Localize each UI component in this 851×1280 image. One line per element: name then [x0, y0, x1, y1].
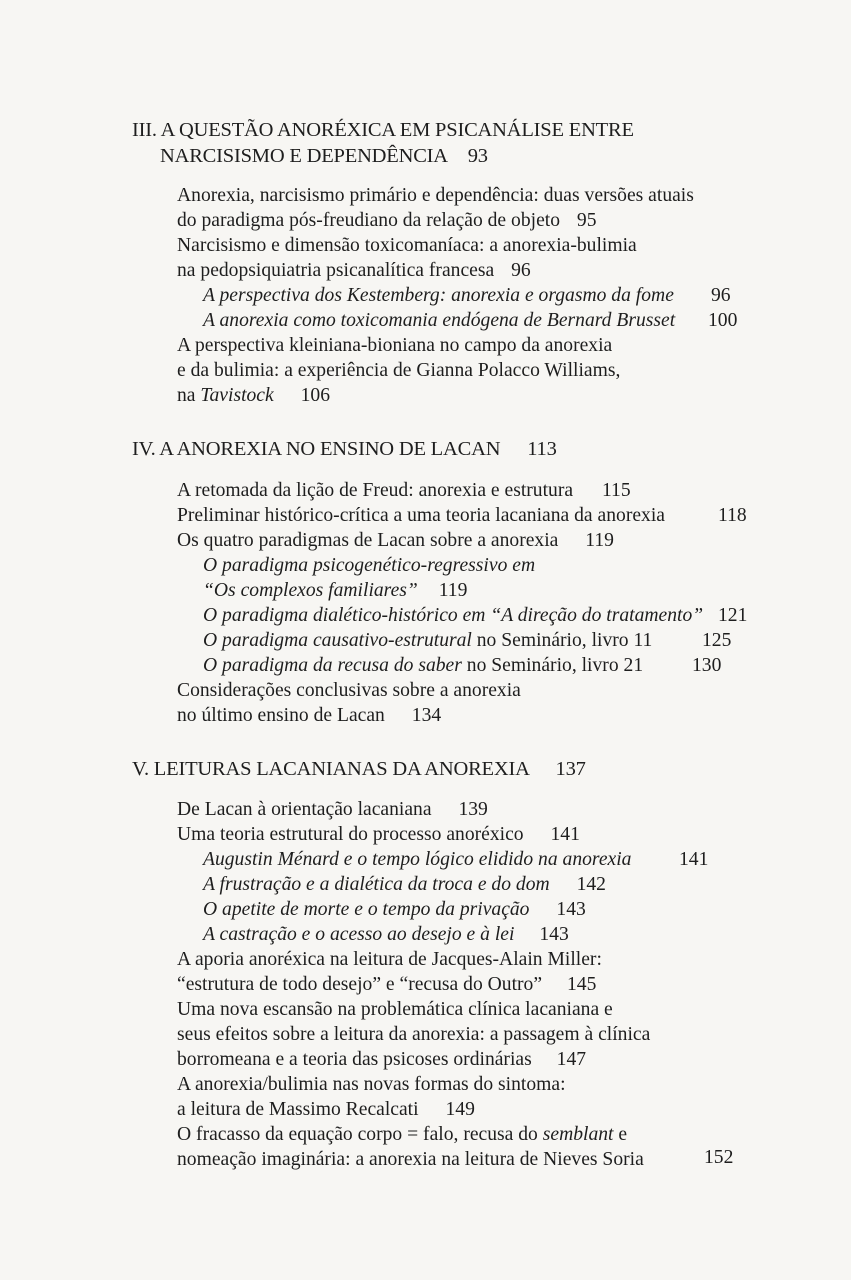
toc-subentry: A perspectiva dos Kestemberg: anorexia e orgasmo da fome [203, 285, 674, 306]
toc-entry: Considerações conclusivas sobre a anorexia [177, 680, 521, 701]
toc-entry: A perspectiva kleiniana-bioniana no campo da anorexia [177, 335, 613, 356]
toc-subentry: O paradigma da recusa do saber no Seminário, livro 21 [203, 655, 644, 676]
toc-entry-continued: borromeana e a teoria das psicoses ordinárias 147 [177, 1049, 587, 1070]
chapter-title: IV. A ANOREXIA NO ENSINO DE LACAN 113 [132, 438, 557, 460]
toc-subentry: O paradigma causativo-estrutural no Seminário, livro 11 [203, 630, 653, 651]
page-number: 141 [550, 824, 580, 845]
page-number: 125 [702, 630, 732, 651]
toc-entry: Uma nova escansão na problemática clínica lacaniana e [177, 999, 613, 1020]
page-number: 143 [556, 899, 586, 920]
page-number: 149 [445, 1099, 475, 1120]
page-number: 147 [556, 1049, 587, 1070]
page-number: 93 [467, 145, 488, 167]
page-number: 134 [411, 705, 442, 726]
toc-entry: Uma teoria estrutural do processo anoréxico 141 [177, 824, 580, 845]
toc-entry-continued: na Tavistock 106 [177, 385, 330, 406]
page-number: 96 [511, 260, 531, 281]
toc-subentry: Augustin Ménard e o tempo lógico elidido na anorexia [203, 849, 632, 870]
page-number: 106 [300, 385, 330, 406]
toc-subentry: A castração e o acesso ao desejo e à lei 143 [203, 924, 569, 945]
toc-entry: A aporia anoréxica na leitura de Jacques-Alain Miller: [177, 949, 602, 970]
page-number: 141 [679, 849, 709, 870]
page-number: 115 [601, 480, 631, 501]
toc-subentry: O apetite de morte e o tempo da privação 143 [203, 899, 586, 920]
page-number: 143 [539, 924, 569, 945]
toc-entry: A anorexia/bulimia nas novas formas do sintoma: [177, 1074, 566, 1095]
toc-entry-continued: e da bulimia: a experiência de Gianna Polacco Williams, [177, 360, 621, 381]
toc-entry-continued: no último ensino de Lacan 134 [177, 705, 442, 726]
toc-entry: Preliminar histórico-crítica a uma teoria lacaniana da anorexia [177, 505, 665, 526]
toc-entry-continued: “estrutura de todo desejo” e “recusa do Outro” 145 [177, 974, 597, 995]
page-number: 137 [555, 758, 586, 780]
toc-entry-continued: seus efeitos sobre a leitura da anorexia: a passagem à clínica [177, 1024, 651, 1045]
page-number: 142 [576, 874, 606, 895]
toc-subentry: O paradigma psicogenético-regressivo em [203, 555, 536, 576]
page-number: 113 [527, 438, 557, 460]
toc-entry: A retomada da lição de Freud: anorexia e estrutura 115 [177, 480, 631, 501]
page-number: 96 [711, 285, 731, 306]
toc-entry: Narcisismo e dimensão toxicomaníaca: a anorexia-bulimia [177, 235, 637, 256]
toc-entry: O fracasso da equação corpo = falo, recusa do semblant e [177, 1124, 628, 1145]
chapter-title: V. LEITURAS LACANIANAS DA ANOREXIA 137 [132, 758, 586, 780]
toc-entry: Anorexia, narcisismo primário e dependência: duas versões atuais [177, 185, 694, 206]
page-number: 145 [566, 974, 597, 995]
page-number: 130 [692, 655, 722, 676]
toc-entry: Os quatro paradigmas de Lacan sobre a anorexia 119 [177, 530, 614, 551]
toc-subentry-continued: “Os complexos familiares” 119 [203, 580, 468, 601]
toc-entry-continued: na pedopsiquiatria psicanalítica francesa 96 [177, 260, 531, 281]
page-number: 100 [708, 310, 738, 331]
toc-subentry: O paradigma dialético-histórico em “A direção do tratamento” [203, 605, 704, 626]
page-number: 95 [576, 210, 597, 231]
page-number: 119 [585, 530, 614, 551]
toc-entry-continued: nomeação imaginária: a anorexia na leitura de Nieves Soria [177, 1149, 644, 1170]
page-number: 118 [718, 505, 747, 526]
toc-subentry: A frustração e a dialética da troca e do dom 142 [203, 874, 606, 895]
toc-entry-continued: do paradigma pós-freudiano da relação de objeto 95 [177, 210, 597, 231]
page-number: 152 [704, 1147, 734, 1168]
chapter-title-continued: NARCISISMO E DEPENDÊNCIA 93 [160, 145, 488, 167]
toc-entry: De Lacan à orientação lacaniana 139 [177, 799, 488, 820]
page-number: 121 [718, 605, 748, 626]
toc-subentry: A anorexia como toxicomania endógena de Bernard Brusset [203, 310, 676, 331]
page-number: 119 [438, 580, 468, 601]
chapter-title: III. A QUESTÃO ANORÉXICA EM PSICANÁLISE ENTRE [132, 119, 634, 141]
page-number: 139 [458, 799, 488, 820]
toc-entry-continued: a leitura de Massimo Recalcati 149 [177, 1099, 475, 1120]
